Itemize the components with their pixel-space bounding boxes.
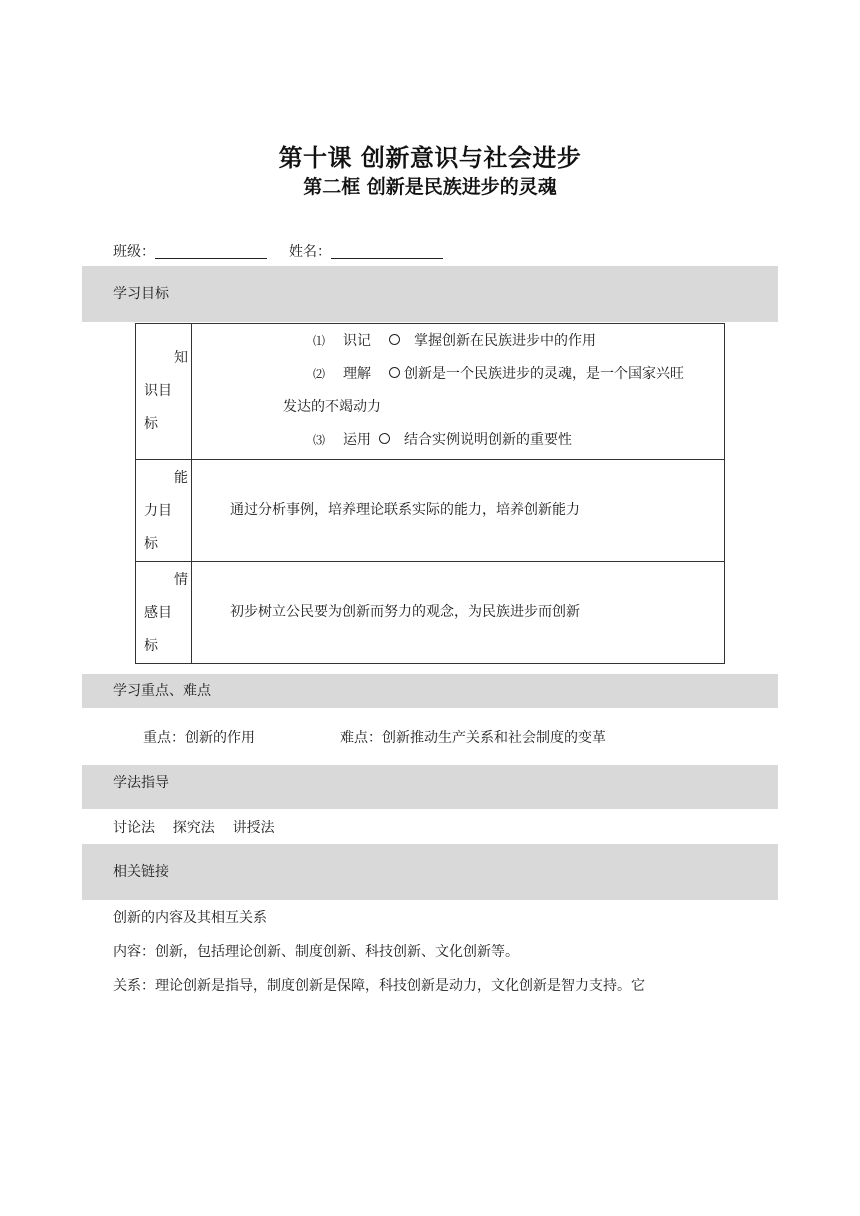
emotion-goal-content [192, 562, 725, 664]
item-verb: 识记 [343, 333, 371, 349]
label-line-3: 标 [144, 416, 158, 432]
label-line-3: 标 [144, 638, 158, 654]
circle-icon [389, 334, 400, 345]
label-line-1: 知 [174, 350, 188, 366]
item-text: 掌握创新在民族进步中的作用 [414, 333, 596, 349]
circle-icon [379, 433, 390, 444]
section-heading-method: 学法指导 [113, 775, 169, 791]
ability-goal-label [136, 460, 192, 562]
emotion-goal-text: 初步树立公民要为创新而努力的观念，为民族进步而创新 [230, 604, 580, 620]
section-band-key-points [82, 674, 778, 708]
method-list: 讨论法 探究法 讲授法 [113, 820, 275, 836]
section-title: 第二框 创新是民族进步的灵魂 [303, 176, 557, 198]
section-heading-key-points: 学习重点、难点 [113, 683, 211, 699]
item-text: 结合实例说明创新的重要性 [404, 432, 572, 448]
class-blank[interactable] [155, 244, 267, 259]
knowledge-item-3 [193, 424, 723, 457]
knowledge-item-1 [193, 325, 723, 358]
knowledge-goal-content [192, 324, 725, 460]
item-number: ⑴ [313, 334, 326, 348]
links-relation: 关系：理论创新是指导，制度创新是保障，科技创新是动力，文化创新是智力支持。它 [113, 978, 645, 994]
student-info-row [113, 241, 465, 261]
knowledge-goal-row [136, 324, 725, 460]
label-line-1: 能 [174, 470, 188, 486]
item-verb: 理解 [343, 366, 371, 382]
section-band-goals [82, 266, 778, 322]
knowledge-item-2 [193, 358, 723, 391]
knowledge-goal-label [136, 324, 192, 460]
section-band-links [82, 844, 778, 900]
lesson-title: 第十课 创新意识与社会进步 [278, 144, 582, 172]
item-verb: 运用 [343, 432, 371, 448]
item-number: ⑶ [313, 433, 326, 447]
class-label: 班级： [113, 244, 155, 260]
item-number: ⑵ [313, 367, 326, 381]
knowledge-item-2-cont: 发达的不竭动力 [283, 399, 381, 415]
label-line-1: 情 [174, 572, 188, 588]
section-heading-links: 相关链接 [113, 864, 169, 880]
name-blank[interactable] [331, 244, 443, 259]
label-line-2: 识目 [144, 383, 172, 399]
label-line-2: 感目 [144, 605, 172, 621]
label-line-3: 标 [144, 536, 158, 552]
label-line-2: 力目 [144, 503, 172, 519]
goals-table [135, 323, 725, 664]
emotion-goal-row [136, 562, 725, 664]
ability-goal-row [136, 460, 725, 562]
links-heading: 创新的内容及其相互关系 [113, 910, 267, 926]
section-heading-goals: 学习目标 [113, 286, 169, 302]
circle-icon [389, 367, 400, 378]
ability-goal-content [192, 460, 725, 562]
links-content: 内容：创新，包括理论创新、制度创新、科技创新、文化创新等。 [113, 944, 519, 960]
ability-goal-text: 通过分析事例，培养理论联系实际的能力，培养创新能力 [230, 502, 580, 518]
item-text: 创新是一个民族进步的灵魂，是一个国家兴旺 [404, 366, 684, 382]
section-band-method [82, 765, 778, 809]
difficulty-point: 难点：创新推动生产关系和社会制度的变革 [340, 730, 606, 746]
emotion-goal-label [136, 562, 192, 664]
focus-point: 重点：创新的作用 [143, 730, 255, 746]
name-label: 姓名： [289, 244, 331, 260]
